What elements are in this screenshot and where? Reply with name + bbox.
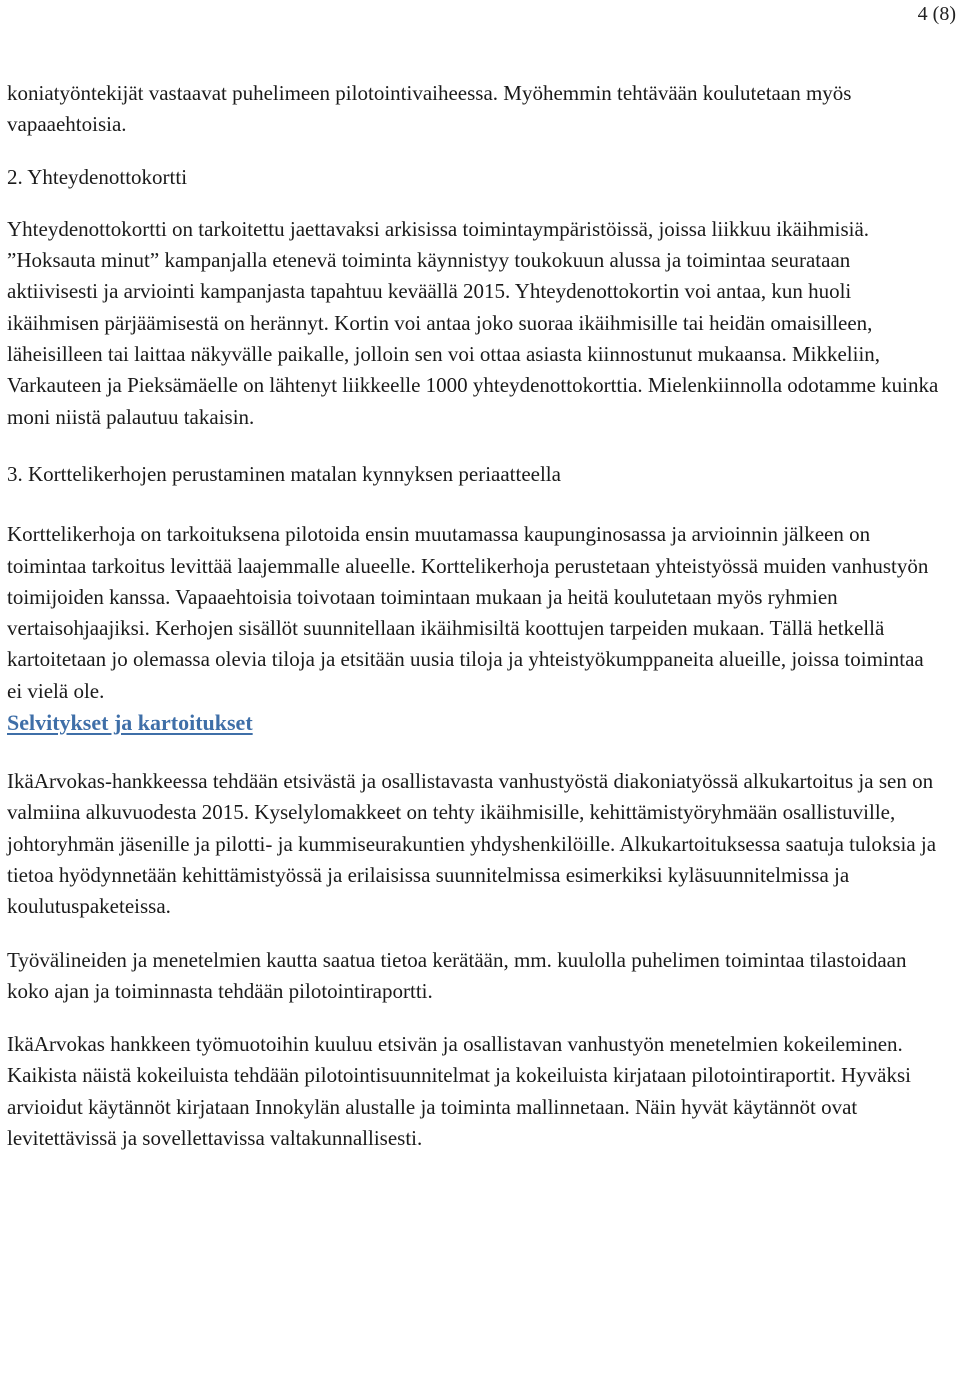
section-heading: Selvitykset ja kartoitukset (7, 710, 253, 736)
document-body (7, 78, 939, 1154)
paragraph-continued: koniatyöntekijät vastaavat puhelimeen pilotointivaiheessa. Myöhemmin tehtävään koulutetaan myös vapaaehtoisia. (7, 81, 852, 137)
list-item-heading-2: 2. Yhteydenottokortti (7, 164, 188, 189)
paragraph-tyovalineet: Työvälineiden ja menetelmien kautta saatua tietoa kerätään, mm. kuulolla puhelimen toimintaa tilastoidaan koko ajan ja toiminnasta tehdään pilotointiraportti. (7, 947, 907, 1003)
paragraph-tyomuodot: IkäArvokas hankkeen työmuotoihin kuuluu etsivän ja osallistavan vanhustyön menetelmien kokeileminen. Kaikista näistä kokeiluista tehdään pilotointisuunnitelmat ja kokeiluista kirjataan pilotointiraportit. Hyväksi arvioidut käytännöt kirjataan Innokylän alustalle ja toiminta mallinnetaan. Näin hyvät käytännöt ovat levitettävissä ja sovellettavissa valtakunnallisesti. (7, 1032, 911, 1151)
paragraph-korttelikerhot: Korttelikerhoja on tarkoituksena pilotoida ensin muutamassa kaupunginosassa ja arvioinnin jälkeen on toimintaa tarkoitus levittää laajemmalle alueelle. Korttelikerhoja perustetaan yhteistyössä muiden vanhustyön toimijoiden kanssa. Vapaaehtoisia toivotaan toimintaan mukaan ja heitä koulutetaan myös ryhmien vertaisohjaajiksi. Kerhojen sisällöt suunnitellaan ikäihmisiltä koottujen tarpeiden mukaan. Tällä hetkellä kartoitetaan jo olemassa olevia tiloja ja etsitään uusia tiloja ja yhteistyökumppaneita alueille, joissa toimintaa ei vielä ole. (7, 522, 929, 703)
paragraph-yhteydenottokortti: Yhteydenottokortti on tarkoitettu jaettavaksi arkisissa toimintaympäristöissä, joissa liikkuu ikäihmisiä. ”Hoksauta minut” kampanjalla etenevä toiminta käynnistyy toukokuun alussa ja toimintaa seurataan aktiivisesti ja arviointi kampanjasta tapahtuu keväällä 2015. Yhteydenottokortin voi antaa, kun huoli ikäihmisen pärjäämisestä on herännyt. Kortin voi antaa joko suoraa ikäihmisille tai heidän omaisilleen, läheisilleen tai laittaa näkyvälle paikalle, jolloin sen voi ottaa asiasta kiinnostunut mukaansa. Mikkeliin, Varkauteen ja Pieksämäelle on lähtenyt liikkeelle 1000 yhteydenottokorttia. Mielenkiinnolla odotamme kuinka moni niistä palautuu takaisin. (7, 216, 939, 429)
list-item-heading-3: 3. Korttelikerhojen perustaminen matalan kynnyksen periaatteella (7, 461, 561, 486)
page-number: 4 (8) (917, 3, 956, 25)
paragraph-alkukartoitus: IkäArvokas-hankkeessa tehdään etsivästä ja osallistavasta vanhustyöstä diakoniatyössä alkukartoitus ja sen on valmiina alkuvuodesta 2015. Kyselylomakkeet on tehty ikäihmisille, kehittämistyöryhmään osallistuville, johtoryhmän jäsenille ja pilotti- ja kummiseurakuntien yhdyshenkilöille. Alkukartoituksessa saatuja tuloksia ja tietoa hyödynnetään kehittämistyössä ja erilaisissa suunnitelmissa esimerkiksi kyläsuunnitelmissa ja koulutuspaketeissa. (7, 769, 937, 919)
